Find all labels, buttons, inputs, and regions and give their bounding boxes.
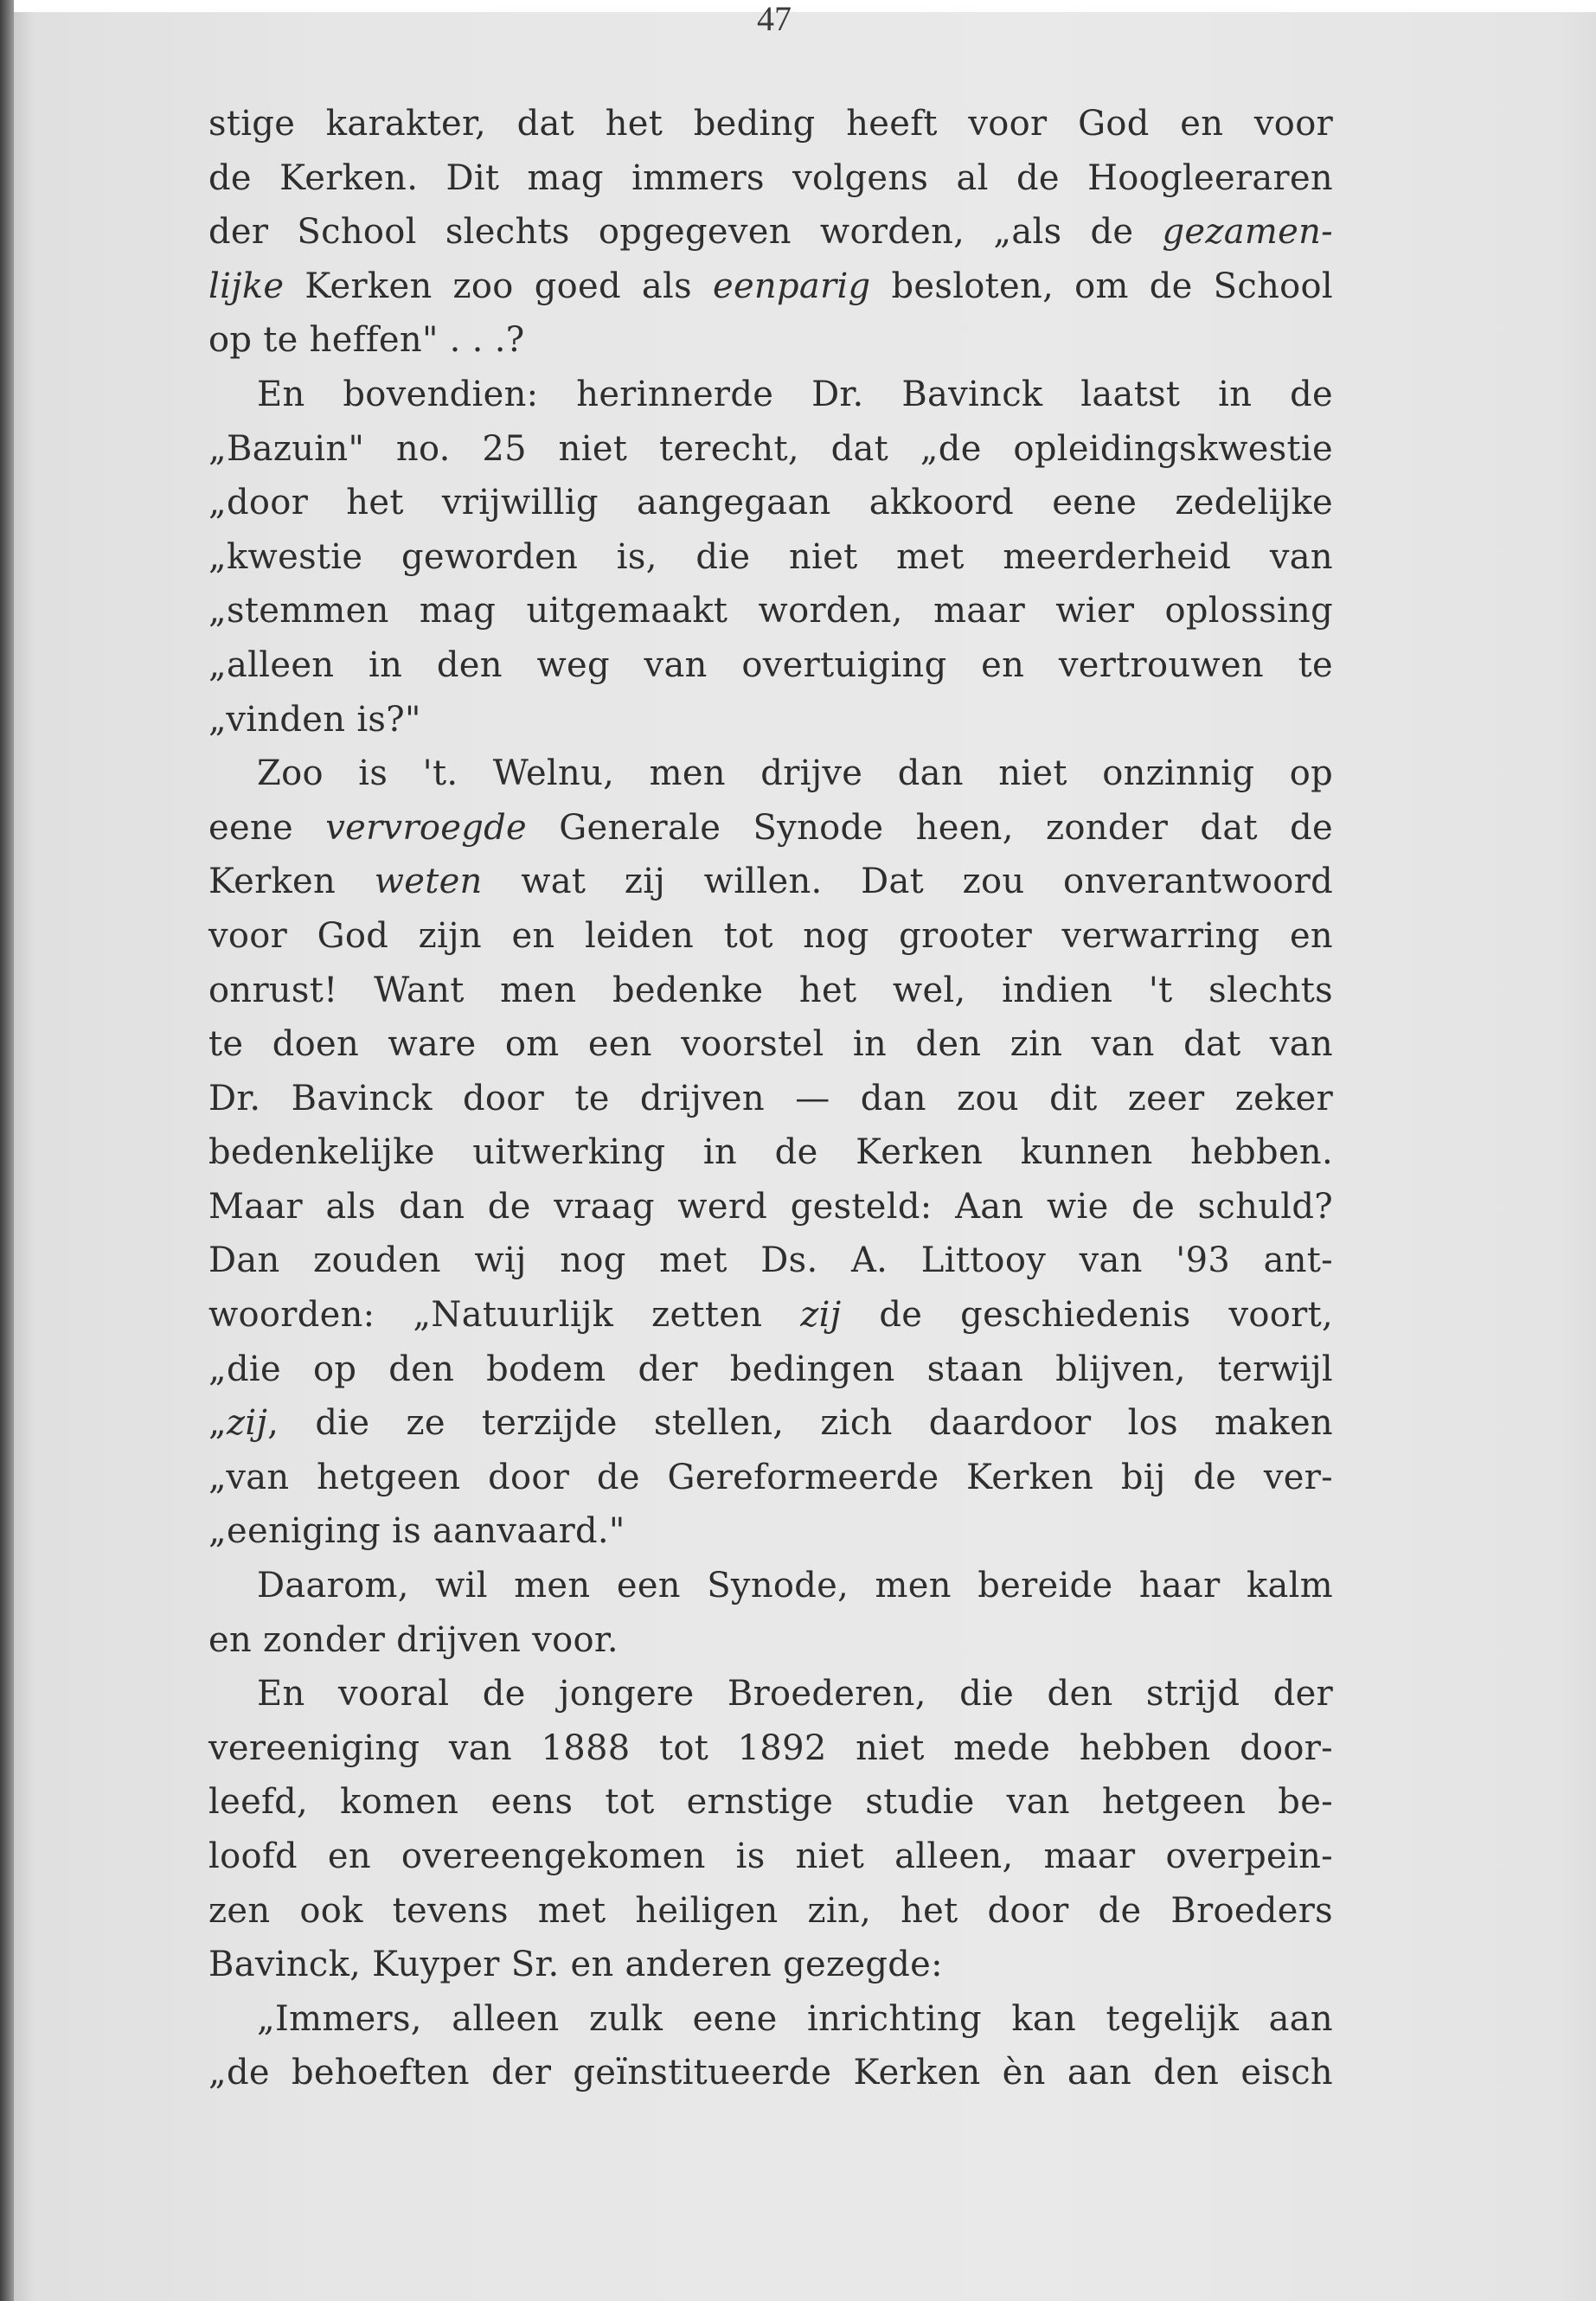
text-line: „Immers, alleen zulk eene inrichting kan tegelijk aan xyxy=(257,1998,1333,2039)
text-line: op te heffen" . . .? xyxy=(208,320,525,361)
text-line: Maar als dan de vraag werd gesteld: Aan wie de schuld? xyxy=(208,1186,1333,1227)
text-line: lijke Kerken zoo goed als eenparig besloten, om de School xyxy=(208,266,1333,306)
text-line: vereeniging van 1888 tot 1892 niet mede hebben door- xyxy=(208,1727,1333,1768)
text-line: de Kerken. Dit mag immers volgens al de Hoogleeraren xyxy=(208,157,1333,198)
text-line: „door het vrijwillig aangegaan akkoord eene zedelijke xyxy=(208,483,1333,523)
text-line: Kerken weten wat zij willen. Dat zou onverantwoord xyxy=(208,862,1333,902)
text-line: eene vervroegde Generale Synode heen, zonder dat de xyxy=(208,807,1334,848)
text-line: „stemmen mag uitgemaakt worden, maar wier oplossing xyxy=(208,591,1333,631)
text-line: en zonder drijven voor. xyxy=(208,1619,619,1660)
text-line: loofd en overeengekomen is niet alleen, maar overpein- xyxy=(208,1836,1333,1876)
text-line: onrust! Want men bedenke het wel, indien 't slechts xyxy=(208,970,1333,1010)
text-line: „alleen in den weg van overtuiging en vertrouwen te xyxy=(208,644,1333,685)
text-line: „die op den bodem der bedingen staan blijven, terwijl xyxy=(208,1349,1333,1389)
text-line: der School slechts opgegeven worden, „als de gezamen- xyxy=(208,212,1333,253)
text-line: Zoo is 't. Welnu, men drijve dan niet onzinnig op xyxy=(257,753,1333,794)
text-line: stige karakter, dat het beding heeft voor God en voor xyxy=(208,104,1333,144)
text-line: Dr. Bavinck door te drijven — dan zou dit zeer zeker xyxy=(208,1078,1333,1118)
text-line: En bovendien: herinnerde Dr. Bavinck laatst in de xyxy=(257,374,1333,414)
text-line: te doen ware om een voorstel in den zin van dat van xyxy=(208,1024,1333,1065)
text-line: „vinden is?" xyxy=(208,699,421,740)
text-line: Daarom, wil men een Synode, men bereide haar kalm xyxy=(257,1566,1333,1606)
text-line: leefd, komen eens tot ernstige studie van hetgeen be- xyxy=(208,1782,1333,1823)
page-number: 47 xyxy=(757,0,792,38)
text-line: Dan zouden wij nog met Ds. A. Littooy van '93 ant- xyxy=(208,1240,1333,1281)
book-spine-shadow xyxy=(0,0,14,2301)
text-line: „eeniging is aanvaard." xyxy=(208,1511,625,1552)
text-line: „Bazuin" no. 25 niet terecht, dat „de opleidingskwestie xyxy=(208,428,1333,469)
text-line: „van hetgeen door de Gereformeerde Kerken bij de ver- xyxy=(208,1457,1333,1497)
text-line: „kwestie geworden is, die niet met meerderheid van xyxy=(208,536,1333,577)
text-line: Bavinck, Kuyper Sr. en anderen gezegde: xyxy=(208,1945,943,1985)
text-line: En vooral de jongere Broederen, die den strijd der xyxy=(257,1674,1333,1715)
text-line: bedenkelijke uitwerking in de Kerken kunnen hebben. xyxy=(208,1132,1333,1173)
text-line: woorden: „Natuurlijk zetten zij de geschiedenis voort, xyxy=(208,1295,1333,1336)
body-text xyxy=(208,97,1333,2100)
text-line: voor God zijn en leiden tot nog grooter verwarring en xyxy=(208,915,1333,956)
text-line: „de behoeften der geïnstitueerde Kerken èn aan den eisch xyxy=(208,2053,1333,2093)
text-line: zen ook tevens met heiligen zin, het door de Broeders xyxy=(208,1890,1333,1931)
text-line: „zij, die ze terzijde stellen, zich daardoor los maken xyxy=(208,1403,1333,1444)
